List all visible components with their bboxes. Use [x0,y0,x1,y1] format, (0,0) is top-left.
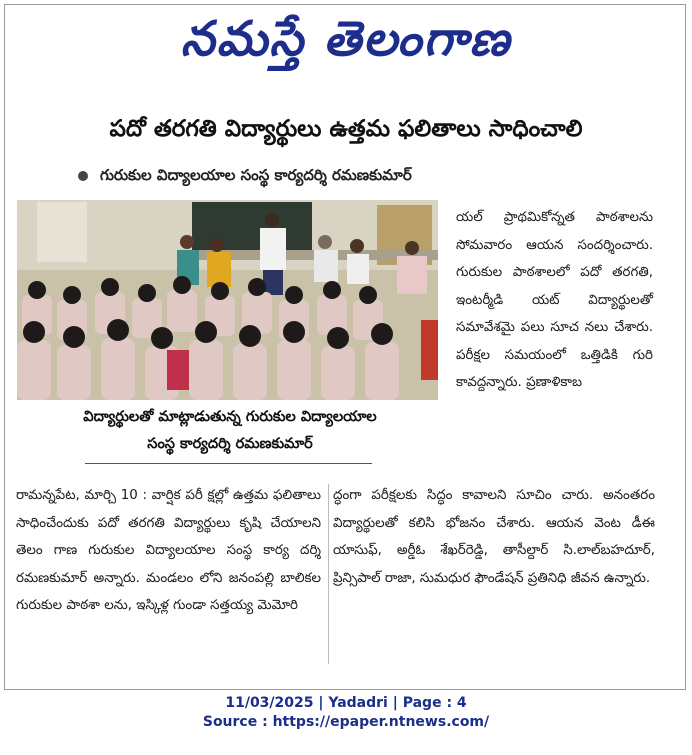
caption-divider [85,463,372,464]
bullet-icon [78,171,88,181]
article-column-left: రామన్నపేట, మార్చి 10 : వార్షిక పరీ క్షల్లో ఉత్తమ ఫలితాలు సాధించేందుకు పదో తరగతి విద్యార్థులు కృషి చేయాలని తెలం గాణ గురుకుల విద్యాలయాల సంస్థ కార్య దర్శి రమణకుమార్ అన్నారు. మండలం లోని జనంపల్లి బాలికల గురుకుల పాఠశా లను, ఇస్కిళ్ల గుండా సత్తయ్య మెమోరి [16,488,321,613]
newspaper-masthead: నమస్తే తెలంగాణ [180,11,512,67]
classroom-photo [17,200,438,400]
article-headline: పదో తరగతి విద్యార్థులు ఉత్తమ ఫలితాలు సాధించాలి [109,116,583,142]
caption-line-1: విద్యార్థులతో మాట్లాడుతున్న గురుకుల విద్యాలయాల [83,409,377,425]
column-divider [328,484,329,664]
photo-caption [10,404,450,458]
subhead-text: గురుకుల విద్యాలయాల సంస్థ కార్యదర్శి రమణకుమార్ [100,166,412,184]
article-column-middle: ద్ధంగా పరీక్షలకు సిద్ధం కావాలని సూచిం చారు. అనంతరం విద్యార్థులతో కలిసి భోజనం చేశారు. ఆయన వెంట డీఈ యాసుఫ్, అర్డీఓ శేఖర్‌రెడ్డి, తాసీల్దార్ సి.లాల్‌బహదూర్, ప్రిన్సిపాల్ రాజా, సుమధుర ఫౌండేషన్ ప్రతినిధి జీవన ఉన్నారు. [333,488,655,586]
article-column-right: యల్ ప్రాథమికోన్నత పాఠశాలను సోమవారం ఆయన సందర్శించారు. గురుకుల పాఠశాలలో పదో తరగతి, ఇంటర్మీడి యట్ విద్యార్థులతో సమావేశమై పలు సూచ నలు చేశారు. పరీక్షల సమయంలో ఒత్తిడికి గురి కావద్దన్నారు. ప్రణాళికాబ [456,210,653,390]
article-photo [17,200,438,400]
caption-line-2: సంస్థ కార్యదర్శి రమణకుమార్ [147,436,313,452]
clipping-footer [0,694,692,732]
article-subhead [78,166,638,188]
footer-date-edition: 11/03/2025 | Yadadri | Page : 4 [225,695,467,711]
footer-source: Source : https://epaper.ntnews.com/ [202,714,490,730]
